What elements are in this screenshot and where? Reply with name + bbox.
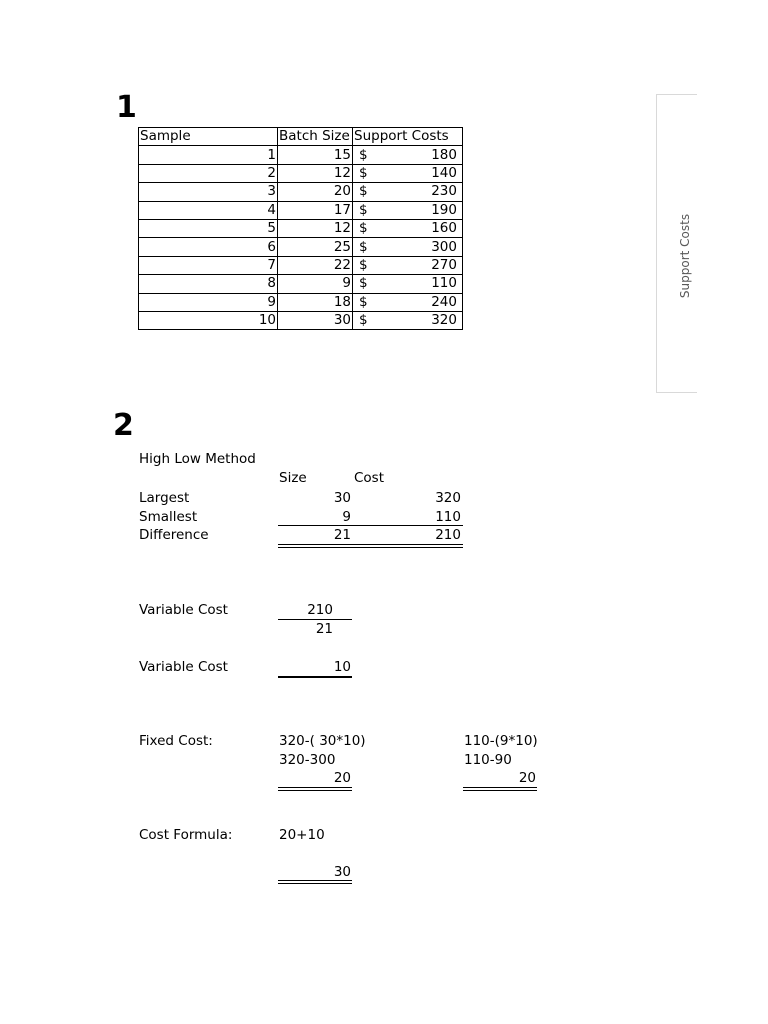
table-row [139, 146, 463, 164]
cell-batch-size[interactable]: 9 [278, 275, 353, 293]
difference-size: 21 [333, 527, 351, 543]
difference-label: Difference [139, 527, 209, 543]
chart-title: Support Costs [678, 213, 692, 299]
cell-sample[interactable]: 2 [139, 164, 278, 182]
table-row [139, 275, 463, 293]
table-row [139, 219, 463, 237]
cell-batch-size[interactable]: 22 [278, 256, 353, 274]
cell-sample[interactable]: 8 [139, 275, 278, 293]
cost-formula-result: 30 [333, 864, 351, 880]
cell-batch-size[interactable]: 15 [278, 146, 353, 164]
fixed-cost-low-result: 20 [518, 770, 536, 786]
vc-result-rule [278, 676, 352, 678]
table-row [139, 293, 463, 311]
currency-symbol: $ [359, 220, 368, 237]
cost-amount: 110 [431, 275, 457, 292]
cell-support-cost[interactable] [353, 164, 463, 182]
cost-amount: 190 [431, 201, 457, 218]
cell-support-cost[interactable] [353, 183, 463, 201]
cell-sample[interactable]: 5 [139, 219, 278, 237]
fixed-cost-low-line2: 110-90 [464, 752, 512, 768]
section-number-2: 2 [113, 408, 134, 443]
cell-support-cost[interactable] [353, 256, 463, 274]
cell-support-cost[interactable] [353, 293, 463, 311]
table-row [139, 256, 463, 274]
fixed-cost-high-rule [278, 787, 352, 791]
high-low-heading: High Low Method [139, 451, 256, 467]
currency-symbol: $ [359, 256, 368, 273]
difference-cost: 210 [435, 527, 461, 543]
cost-amount: 320 [431, 312, 457, 329]
fixed-cost-high-result: 20 [333, 770, 351, 786]
cell-batch-size[interactable]: 30 [278, 311, 353, 329]
cost-amount: 230 [431, 183, 457, 200]
table-header-row [139, 128, 463, 146]
smallest-size: 9 [342, 509, 351, 525]
currency-symbol: $ [359, 293, 368, 310]
largest-cost: 320 [435, 490, 461, 506]
vc-numerator: 210 [307, 602, 333, 618]
fixed-cost-low-line1: 110-(9*10) [464, 733, 538, 749]
smallest-label: Smallest [139, 509, 198, 525]
largest-label: Largest [139, 490, 190, 506]
vc-result: 10 [333, 659, 351, 675]
cell-batch-size[interactable]: 12 [278, 164, 353, 182]
cell-sample[interactable]: 1 [139, 146, 278, 164]
currency-symbol: $ [359, 201, 368, 218]
cell-sample[interactable]: 3 [139, 183, 278, 201]
cost-amount: 140 [431, 164, 457, 181]
currency-symbol: $ [359, 312, 368, 329]
header-sample[interactable]: Sample [139, 128, 278, 146]
cost-amount: 240 [431, 293, 457, 310]
cell-support-cost[interactable] [353, 146, 463, 164]
cell-batch-size[interactable]: 20 [278, 183, 353, 201]
header-support-costs[interactable]: Support Costs [353, 128, 463, 146]
largest-size: 30 [333, 490, 351, 506]
variable-cost-label-2: Variable Cost [139, 659, 228, 675]
cell-batch-size[interactable]: 17 [278, 201, 353, 219]
cost-formula-rule [278, 880, 352, 884]
table-row [139, 164, 463, 182]
cost-amount: 270 [431, 256, 457, 273]
variable-cost-label-1: Variable Cost [139, 602, 228, 618]
cell-sample[interactable]: 7 [139, 256, 278, 274]
cell-support-cost[interactable] [353, 311, 463, 329]
cell-support-cost[interactable] [353, 275, 463, 293]
cell-sample[interactable]: 4 [139, 201, 278, 219]
currency-symbol: $ [359, 275, 368, 292]
table-row [139, 201, 463, 219]
table-row [139, 183, 463, 201]
smallest-cost: 110 [435, 509, 461, 525]
fixed-cost-low-rule [463, 787, 537, 791]
fixed-cost-high-line2: 320-300 [279, 752, 336, 768]
cell-batch-size[interactable]: 18 [278, 293, 353, 311]
difference-top-rule [278, 525, 463, 526]
cost-amount: 300 [431, 238, 457, 255]
cell-support-cost[interactable] [353, 219, 463, 237]
cell-support-cost[interactable] [353, 201, 463, 219]
table-row [139, 311, 463, 329]
difference-double-rule [278, 544, 463, 548]
currency-symbol: $ [359, 164, 368, 181]
cost-formula-label: Cost Formula: [139, 827, 233, 843]
sample-table [138, 127, 463, 330]
cost-amount: 180 [431, 146, 457, 163]
table-row [139, 238, 463, 256]
cell-sample[interactable]: 9 [139, 293, 278, 311]
cost-formula-expression: 20+10 [279, 827, 325, 843]
col-size-label: Size [279, 470, 307, 486]
cell-batch-size[interactable]: 25 [278, 238, 353, 256]
cell-sample[interactable]: 6 [139, 238, 278, 256]
col-cost-label: Cost [354, 470, 385, 486]
section-number-1: 1 [116, 90, 137, 125]
fixed-cost-label: Fixed Cost: [139, 733, 213, 749]
currency-symbol: $ [359, 183, 368, 200]
header-batch-size[interactable]: Batch Size [278, 128, 353, 146]
vc-denominator: 21 [315, 621, 333, 637]
cell-sample[interactable]: 10 [139, 311, 278, 329]
fraction-bar [278, 619, 352, 620]
cost-amount: 160 [431, 220, 457, 237]
cell-batch-size[interactable]: 12 [278, 219, 353, 237]
fixed-cost-high-line1: 320-( 30*10) [279, 733, 366, 749]
currency-symbol: $ [359, 146, 368, 163]
currency-symbol: $ [359, 238, 368, 255]
cell-support-cost[interactable] [353, 238, 463, 256]
